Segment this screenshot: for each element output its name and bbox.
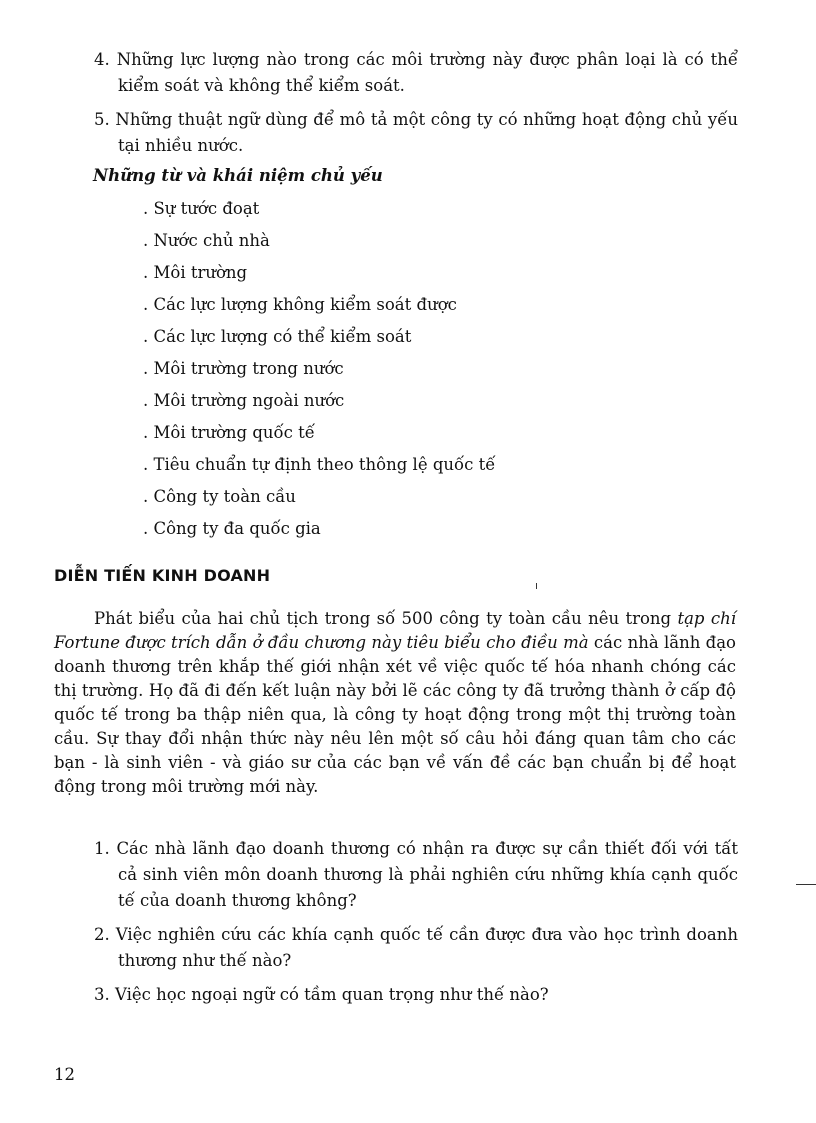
term-item: . Sự tước đoạt <box>143 199 260 218</box>
list-item <box>54 982 738 1008</box>
item-text: Các nhà lãnh đạo doanh thương có nhận ra được sự cần thiết đối với tất cả sinh viên môn doanh thương là phải nghiên cứu những khía cạnh quốc tế của doanh thương không? <box>116 839 738 910</box>
list-item <box>54 107 738 159</box>
page-number: 12 <box>54 1065 75 1084</box>
term-item: . Nước chủ nhà <box>143 231 270 250</box>
item-number: 3. <box>94 985 110 1004</box>
term-item: . Các lực lượng không kiểm soát được <box>143 295 457 314</box>
body-paragraph <box>54 607 736 799</box>
item-number: 2. <box>94 925 110 944</box>
term-item: . Tiêu chuẩn tự định theo thông lệ quốc tế <box>143 455 496 474</box>
term-item: . Môi trường quốc tế <box>143 423 315 442</box>
review-questions-top <box>54 47 738 167</box>
section-heading: DIỄN TIẾN KINH DOANH <box>54 566 271 585</box>
term-item: . Môi trường ngoài nước <box>143 391 345 410</box>
keywords-heading: Những từ và khái niệm chủ yếu <box>93 166 383 185</box>
discussion-questions <box>54 836 738 1016</box>
list-item <box>54 836 738 914</box>
term-item: . Các lực lượng có thể kiểm soát <box>143 327 412 346</box>
item-number: 4. <box>94 50 110 69</box>
term-item: . Công ty toàn cầu <box>143 487 296 506</box>
paragraph-text-2: các nhà lãnh đạo doanh thương trên khắp thế giới nhận xét về việc quốc tế hóa nhanh chóng các thị trường. Họ đã đi đến kết luận này bởi lẽ các công ty đã trưởng thành ở cấp độ quốc tế trong ba thập niên qua, là công ty hoạt động trong một thị trường toàn cầu. Sự thay đổi nhận thức này nêu lên một số câu hỏi đáng quan tâm cho các bạn - là sinh viên - và giáo sư của các bạn về vấn đề các bạn chuẩn bị để hoạt động trong môi trường mới này. <box>54 633 736 796</box>
list-item <box>54 922 738 974</box>
scan-artifact-tick <box>536 583 537 589</box>
item-text: Những thuật ngữ dùng để mô tả một công ty có những hoạt động chủ yếu tại nhiều nước. <box>115 110 738 155</box>
item-text: Việc học ngoại ngữ có tầm quan trọng như thế nào? <box>115 985 549 1004</box>
paragraph-italic-text: tạp chí Fortune được trích dẫn ở đầu chương này tiêu biểu cho điều mà <box>54 609 736 652</box>
paragraph-text-1: Phát biểu của hai chủ tịch trong số 500 công ty toàn cầu nêu trong <box>94 609 678 628</box>
item-number: 1. <box>94 839 110 858</box>
key-terms-list <box>143 196 495 548</box>
term-item: . Công ty đa quốc gia <box>143 519 321 538</box>
item-text: Việc nghiên cứu các khía cạnh quốc tế cần được đưa vào học trình doanh thương như thế nào? <box>115 925 738 970</box>
item-text: Những lực lượng nào trong các môi trường này được phân loại là có thể kiểm soát và không thể kiểm soát. <box>116 50 738 95</box>
term-item: . Môi trường trong nước <box>143 359 344 378</box>
list-item <box>54 47 738 99</box>
scan-artifact-line <box>796 884 816 885</box>
term-item: . Môi trường <box>143 263 248 282</box>
item-number: 5. <box>94 110 110 129</box>
